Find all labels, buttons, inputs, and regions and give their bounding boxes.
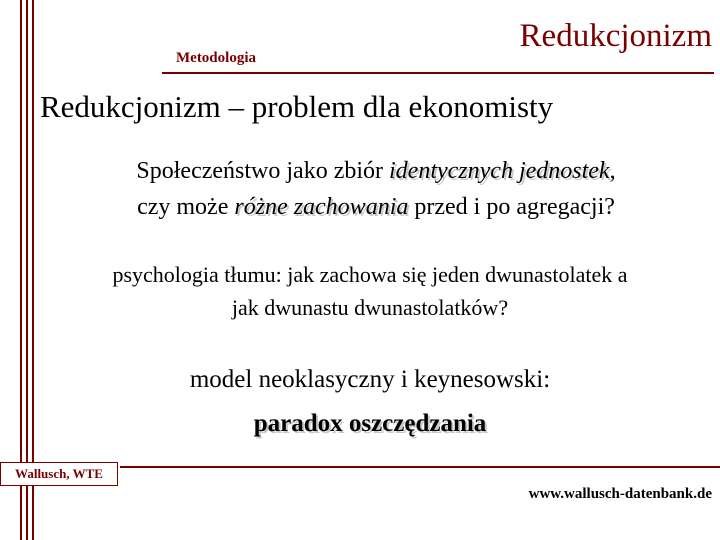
left-border-line-1 — [20, 0, 22, 540]
left-border-line-2 — [26, 0, 28, 540]
header-divider — [162, 72, 714, 74]
p1-text-f: przed i po agregacji? — [408, 194, 615, 220]
slide-title: Redukcjonizm – problem dla ekonomisty — [40, 89, 554, 124]
p1-text-a: Społeczeństwo jako zbiór — [136, 158, 390, 184]
p1-text-d: czy może — [137, 194, 235, 220]
p1-text-c: , — [609, 158, 616, 184]
p1-emphasis-different-behaviour: różne zachowania — [234, 194, 409, 220]
author-label: Wallusch, WTE — [0, 462, 118, 486]
footer-divider — [120, 466, 720, 468]
paragraph-society — [40, 153, 712, 225]
p2-line-1: psychologia tłumu: jak zachowa się jeden dwunastolatek a — [112, 262, 628, 287]
paragraph-models — [30, 358, 710, 446]
course-label: Metodologia — [176, 50, 256, 66]
header-topic: Redukcjonizm — [519, 18, 712, 54]
website-url: www.wallusch-datenbank.de — [528, 486, 712, 502]
p1-emphasis-identical-units: identycznych jednostek — [389, 158, 610, 184]
p3-savings-paradox: paradox oszczędzania — [253, 410, 487, 437]
p3-line-1: model neoklasyczny i keynesowski: — [189, 366, 551, 393]
paragraph-crowd-psychology — [30, 258, 710, 324]
p2-line-2: jak dwunastu dwunastolatków? — [231, 295, 509, 320]
